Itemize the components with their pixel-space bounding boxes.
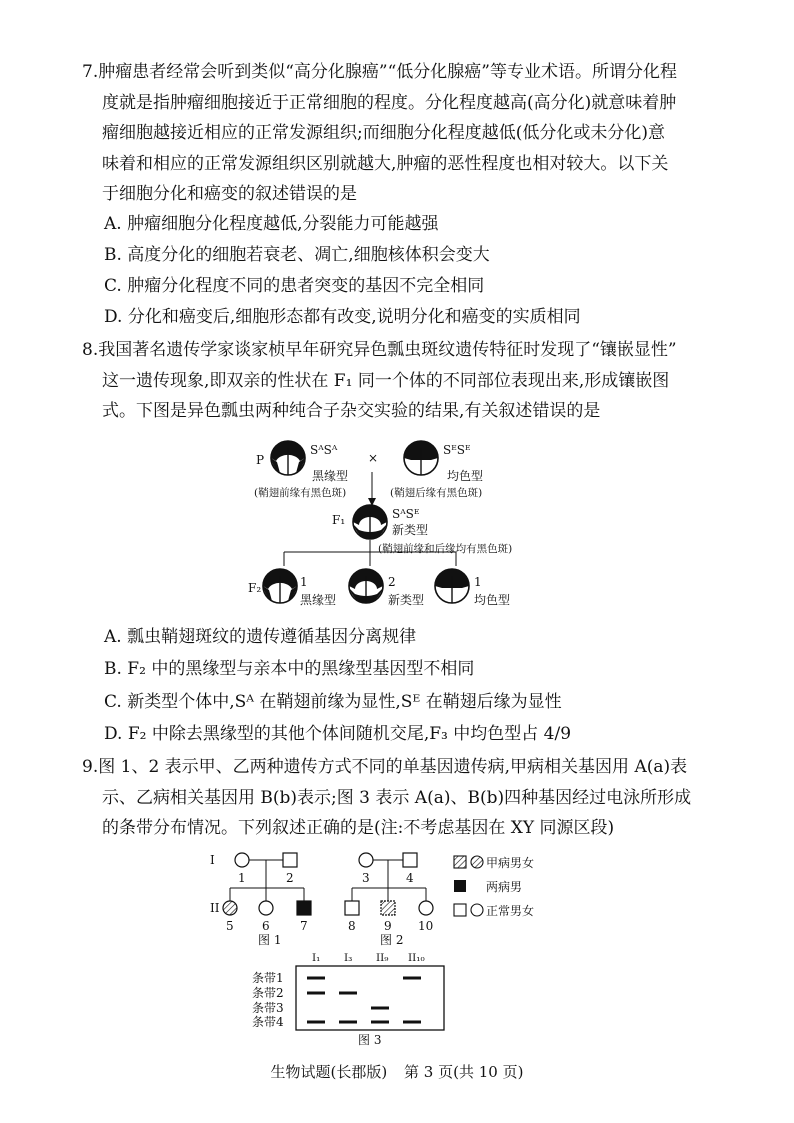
right-desc: (鞘翅后缘有黑色斑) (390, 487, 483, 499)
male-normal-icon (345, 901, 359, 915)
f2-count: 1 (474, 575, 482, 589)
gel-band (403, 1021, 421, 1024)
left-genotype: SᴬSᴬ (310, 443, 338, 457)
individual-number: 7 (300, 919, 308, 933)
gel-band (307, 992, 325, 995)
ladybug-uniform-icon (404, 441, 438, 475)
q8-line: 这一遗传现象,即双亲的性状在 F₁ 同一个体的不同部位表现出来,形成镶嵌图 (102, 370, 670, 391)
gel-band (371, 1007, 389, 1010)
female-normal-icon (235, 853, 249, 867)
f1-desc: (鞘翅前缘和后缘均有黑色斑) (378, 543, 513, 555)
individual-number: 9 (384, 919, 392, 933)
legend-text: 正常男女 (486, 904, 535, 918)
q8-option-d: D. F₂ 中除去黑缘型的其他个体间随机交尾,F₃ 中均色型占 4/9 (104, 724, 572, 744)
figure-3-caption: 图 3 (358, 1033, 382, 1046)
gel-column-label: II₁₀ (408, 952, 425, 964)
q7-line: 度就是指肿瘤细胞接近于正常细胞的程度。分化程度越高(高分化)就意味着肿 (102, 92, 677, 113)
ladybug-black-edge-icon (271, 441, 305, 475)
q9-line: 9.图 1、2 表示甲、乙两种遗传方式不同的单基因遗传病,甲病相关基因用 A(a)表 (82, 757, 688, 777)
f2-type: 均色型 (474, 593, 511, 607)
legend-text: 甲病男女 (486, 856, 535, 870)
individual-number: 2 (286, 871, 294, 885)
q7-option-b: B. 高度分化的细胞若衰老、凋亡,细胞核体积会变大 (104, 245, 490, 265)
ladybug-black-edge-icon (263, 569, 297, 603)
footer-title: 生物试题(长郡版) (270, 1063, 388, 1081)
male-normal-icon (403, 853, 417, 867)
individual-number: 4 (406, 871, 414, 885)
q7-option-d: D. 分化和癌变后,细胞形态都有改变,说明分化和癌变的实质相同 (104, 307, 581, 327)
q8-line: 8.我国著名遗传学家谈家桢早年研究异色瓢虫斑纹遗传特征时发现了“镶嵌显性” (82, 340, 677, 360)
generation-2-label: II (210, 901, 220, 915)
female-normal-icon (259, 901, 273, 915)
right-genotype: SᴱSᴱ (443, 443, 471, 457)
pedigree-figure (200, 848, 560, 948)
gel-column-label: I₁ (312, 952, 321, 964)
cross-symbol: × (368, 451, 379, 465)
gel-column-label: I₃ (344, 952, 353, 964)
gel-row-label: 条带2 (252, 986, 284, 1000)
f2-count: 2 (388, 575, 396, 589)
ladybug-new-type-icon (353, 505, 387, 539)
q9-line: 示、乙病相关基因用 B(b)表示;图 3 表示 A(a)、B(b)四种基因经过电泳所形成 (102, 787, 692, 808)
male-normal-icon (283, 853, 297, 867)
female-normal-icon (419, 901, 433, 915)
q8-line: 式。下图是异色瓢虫两种纯合子杂交实验的结果,有关叙述错误的是 (102, 401, 601, 421)
individual-number: 1 (238, 871, 246, 885)
legend-hatched-circle-icon (471, 856, 483, 868)
q7-option-c: C. 肿瘤分化程度不同的患者突变的基因不完全相同 (104, 276, 485, 296)
legend-open-square-icon (454, 904, 466, 916)
q7-line: 于细胞分化和癌变的叙述错误的是 (102, 184, 357, 204)
q8-option-b: B. F₂ 中的黑缘型与亲本中的黑缘型基因型不相同 (104, 659, 475, 679)
figure-1-caption: 图 1 (258, 933, 282, 947)
individual-number: 5 (226, 919, 234, 933)
q7-line: 7.肿瘤患者经常会听到类似“高分化腺癌”“低分化腺癌”等专业术语。所谓分化程 (82, 62, 677, 82)
individual-number: 10 (418, 919, 434, 933)
left-type: 黑缘型 (312, 469, 349, 483)
legend-open-circle-icon (471, 904, 483, 916)
gel-band (307, 1021, 325, 1024)
f2-type: 黑缘型 (300, 593, 337, 607)
ladybug-cross-figure (240, 428, 560, 618)
ladybug-new-type-icon (349, 569, 383, 603)
f2-label: F₂ (248, 581, 262, 595)
f1-label: F₁ (332, 513, 346, 527)
q7-line: 瘤细胞越接近相应的正常发源组织;而细胞分化程度越低(低分化或未分化)意 (102, 123, 665, 143)
individual-number: 3 (362, 871, 370, 885)
individual-number: 8 (348, 919, 356, 933)
generation-1-label: I (210, 853, 215, 867)
individual-number: 6 (262, 919, 270, 933)
page-footer (0, 1061, 794, 1082)
male-disease-icon (381, 901, 395, 915)
ladybug-uniform-icon (435, 569, 469, 603)
female-normal-icon (359, 853, 373, 867)
q8-option-a: A. 瓢虫鞘翅斑纹的遗传遵循基因分离规律 (104, 627, 417, 647)
gel-band (339, 992, 357, 995)
f1-type: 新类型 (392, 523, 429, 537)
legend-text: 两病男 (486, 880, 523, 894)
gel-band (403, 977, 421, 980)
q8-option-c: C. 新类型个体中,Sᴬ 在鞘翅前缘为显性,Sᴱ 在鞘翅后缘为显性 (104, 692, 562, 712)
figure-2-caption: 图 2 (380, 933, 404, 947)
gel-band (339, 1021, 357, 1024)
gel-row-label: 条带3 (252, 1001, 284, 1015)
gel-figure (240, 950, 460, 1046)
gel-column-label: II₉ (376, 952, 389, 964)
gel-row-label: 条带1 (252, 971, 284, 985)
f2-count: 1 (300, 575, 308, 589)
right-type: 均色型 (447, 469, 484, 483)
left-desc: (鞘翅前缘有黑色斑) (254, 487, 347, 499)
female-disease-a-icon (223, 901, 237, 915)
footer-page-number: 第 3 页(共 10 页) (404, 1063, 524, 1081)
gel-row-label: 条带4 (252, 1015, 284, 1029)
q7-option-a: A. 肿瘤细胞分化程度越低,分裂能力可能越强 (104, 214, 439, 234)
question-8 (82, 335, 692, 427)
legend-filled-square-icon (454, 880, 466, 892)
legend-hatched-square-icon (454, 856, 466, 868)
gel-band (307, 977, 325, 980)
q9-line: 的条带分布情况。下列叙述正确的是(注:不考虑基因在 XY 同源区段) (102, 818, 615, 838)
f1-genotype: SᴬSᴱ (392, 507, 420, 521)
q7-line: 味着和相应的正常发源组织区别就越大,肿瘤的恶性程度也相对较大。以下关 (102, 153, 669, 174)
f2-type: 新类型 (388, 593, 425, 607)
p-label: P (256, 453, 265, 467)
question-9 (82, 752, 692, 844)
question-7 (82, 57, 692, 210)
gel-band (371, 1021, 389, 1024)
male-both-diseases-icon (297, 901, 311, 915)
